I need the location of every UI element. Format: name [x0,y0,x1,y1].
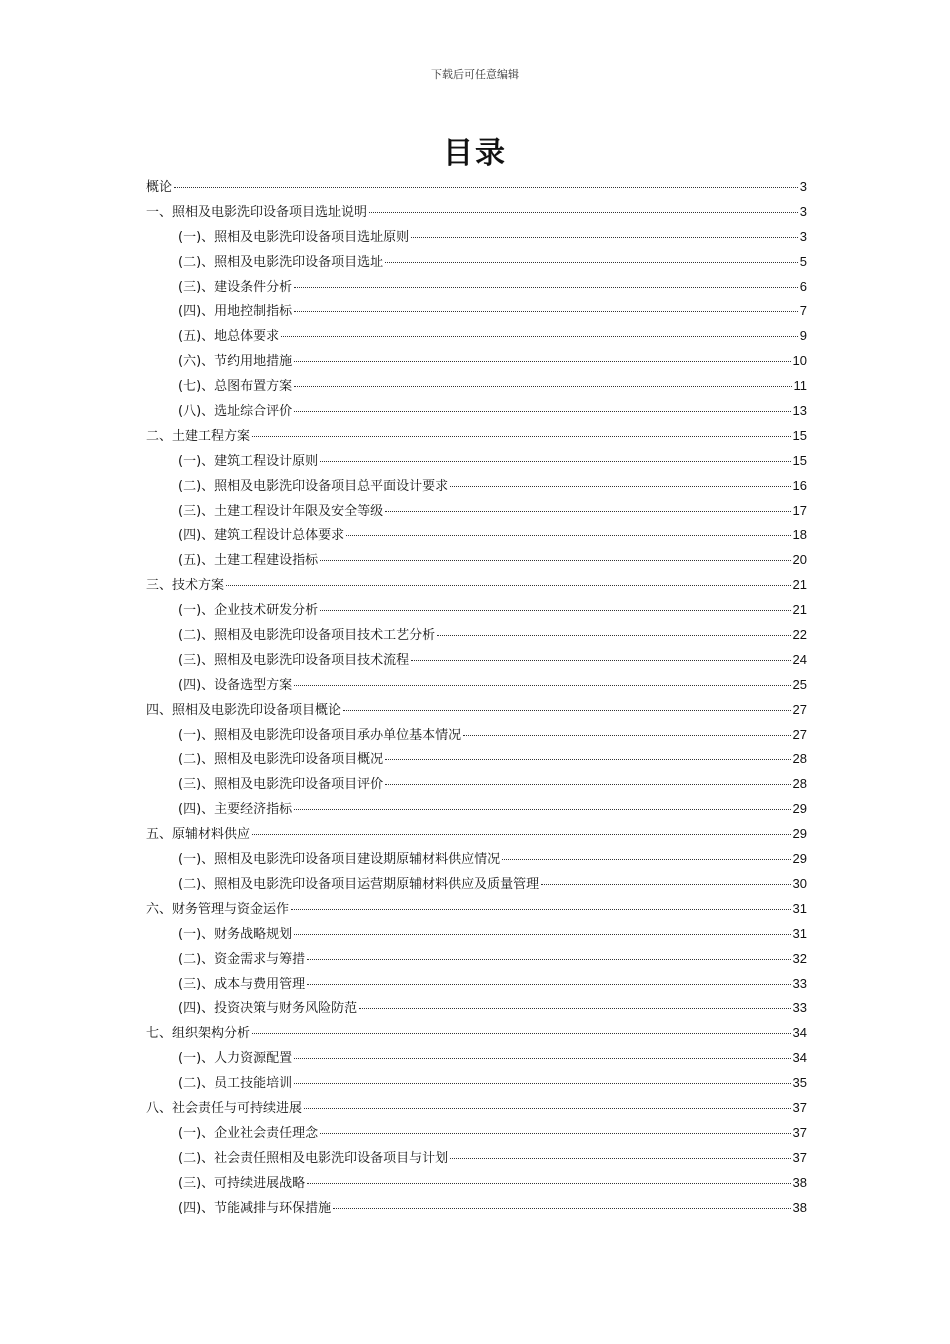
toc-entry-label: 概论 [146,180,173,195]
toc-dot-leader [333,1207,790,1209]
toc-entry-label: (三)、可持续进展战略 [178,1175,306,1191]
toc-dot-leader [294,410,790,412]
toc-entry-page-number: 34 [792,1050,807,1066]
toc-entry-label: (五)、土建工程建设指标 [178,553,319,569]
toc-entry[interactable] [146,474,807,499]
toc-entry-page-number: 35 [792,1075,807,1091]
toc-entry[interactable] [146,499,807,524]
toc-entry-page-number: 3 [799,203,807,219]
toc-entry-label: 七、组织架构分析 [146,1026,251,1042]
toc-entry-label: (四)、投资决策与财务风险防范 [178,1001,358,1017]
toc-entry[interactable] [146,523,807,548]
toc-entry-page-number: 10 [792,353,807,369]
toc-dot-leader [294,385,791,387]
toc-dot-leader [294,808,790,810]
toc-entry-page-number: 28 [792,776,807,792]
toc-entry[interactable] [146,797,807,822]
toc-entry-label: (一)、建筑工程设计原则 [178,453,319,469]
toc-entry-page-number: 37 [792,1149,807,1165]
toc-entry-page-number: 27 [792,701,807,717]
toc-entry-label: (六)、节约用地措施 [178,354,293,370]
toc-entry-label: (二)、照相及电影洗印设备项目总平面设计要求 [178,478,449,494]
toc-dot-leader [346,534,790,536]
toc-entry-label: (四)、主要经济指标 [178,802,293,818]
toc-entry-label: (二)、资金需求与筹措 [178,951,306,967]
toc-dot-leader [320,460,790,462]
toc-entry[interactable] [146,698,807,723]
header-note: 下载后可任意编辑 [431,68,519,81]
toc-entry-label: (四)、设备选型方案 [178,677,293,693]
toc-dot-leader [174,186,798,188]
toc-dot-leader [359,1007,790,1009]
toc-entry-label: (一)、照相及电影洗印设备项目选址原则 [178,229,410,245]
toc-entry[interactable] [146,250,807,275]
toc-entry-label: (二)、社会责任照相及电影洗印设备项目与计划 [178,1150,449,1166]
toc-dot-leader [252,1032,791,1034]
toc-entry-label: 六、财务管理与资金运作 [146,901,290,917]
toc-entry[interactable] [146,399,807,424]
toc-dot-leader [343,709,791,711]
toc-entry-label: (八)、选址综合评价 [178,404,293,420]
toc-entry-label: (一)、企业技术研发分析 [178,603,319,619]
toc-entry[interactable] [146,972,807,997]
toc-dot-leader [294,1082,790,1084]
toc-entry-page-number: 11 [793,378,807,394]
toc-entry[interactable] [146,1171,807,1196]
toc-entry-page-number: 15 [792,427,807,443]
toc-dot-leader [291,908,791,910]
toc-entry[interactable] [146,847,807,872]
toc-dot-leader [502,858,790,860]
toc-dot-leader [320,559,790,561]
toc-entry-label: 一、照相及电影洗印设备项目选址说明 [146,204,368,220]
toc-dot-leader [281,335,798,337]
toc-entry-page-number: 6 [799,278,807,294]
toc-entry[interactable] [146,922,807,947]
toc-entry-page-number: 20 [792,552,807,568]
toc-entry-page-number: 17 [792,502,807,518]
toc-entry-page-number: 37 [792,1124,807,1140]
toc-entry-page-number: 29 [792,826,807,842]
toc-dot-leader [304,1107,791,1109]
toc-entry-page-number: 3 [799,179,807,194]
toc-entry[interactable] [146,872,807,897]
toc-entry-page-number: 38 [792,1174,807,1190]
toc-entry-page-number: 9 [799,328,807,344]
toc-entry-label: 二、土建工程方案 [146,428,251,444]
toc-dot-leader [294,1057,790,1059]
toc-entry[interactable] [146,747,807,772]
toc-entry[interactable] [146,200,807,225]
toc-entry-page-number: 16 [792,477,807,493]
toc-entry[interactable] [146,225,807,250]
toc-entry-page-number: 7 [799,303,807,319]
toc-entry-page-number: 25 [792,676,807,692]
toc-entry-label: (四)、用地控制指标 [178,304,293,320]
page-title: 目录 [443,136,507,171]
toc-entry-page-number: 21 [792,602,807,618]
toc-entry[interactable] [146,324,807,349]
toc-entry[interactable] [146,424,807,449]
toc-dot-leader [385,758,790,760]
toc-entry-page-number: 31 [792,925,807,941]
toc-dot-leader [294,360,790,362]
toc-entry[interactable] [146,1071,807,1096]
toc-entry-page-number: 33 [792,1000,807,1016]
toc-entry-label: (一)、企业社会责任理念 [178,1125,319,1141]
toc-dot-leader [252,435,791,437]
toc-entry-label: (二)、照相及电影洗印设备项目选址 [178,254,384,270]
toc-entry-page-number: 38 [792,1199,807,1215]
toc-entry-label: (三)、成本与费用管理 [178,976,306,992]
toc-entry-label: 五、原辅材料供应 [146,827,251,843]
toc-entry-label: (一)、照相及电影洗印设备项目承办单位基本情况 [178,727,462,743]
toc-dot-leader [307,958,790,960]
toc-entry-page-number: 29 [792,801,807,817]
toc-dot-leader [385,261,798,263]
toc-entry-page-number: 27 [792,726,807,742]
toc-entry-page-number: 24 [792,651,807,667]
toc-entry-label: (三)、土建工程设计年限及安全等级 [178,503,384,519]
toc-entry-label: (二)、员工技能培训 [178,1076,293,1092]
toc-entry[interactable] [146,822,807,847]
toc-entry-page-number: 21 [792,577,807,593]
toc-dot-leader [450,1157,790,1159]
toc-entry[interactable] [146,772,807,797]
toc-dot-leader [294,310,798,312]
toc-entry[interactable] [146,1146,807,1171]
toc-entry-label: (三)、建设条件分析 [178,279,293,295]
toc-entry[interactable] [146,1021,807,1046]
toc-entry-page-number: 13 [792,403,807,419]
toc-entry[interactable] [146,1121,807,1146]
toc-dot-leader [320,609,790,611]
toc-dot-leader [450,485,790,487]
toc-entry[interactable] [146,723,807,748]
toc-entry[interactable] [146,548,807,573]
toc-entry-page-number: 5 [799,253,807,269]
toc-entry-label: (四)、建筑工程设计总体要求 [178,528,345,544]
toc-entry-label: (三)、照相及电影洗印设备项目技术流程 [178,652,410,668]
toc-dot-leader [369,211,798,213]
toc-entry-label: (四)、节能减排与环保措施 [178,1200,332,1216]
toc-entry-label: (一)、照相及电影洗印设备项目建设期原辅材料供应情况 [178,852,501,868]
toc-entry-page-number: 30 [792,875,807,891]
toc-dot-leader [385,783,790,785]
toc-entry-label: (五)、地总体要求 [178,329,280,345]
toc-entry-label: (二)、照相及电影洗印设备项目技术工艺分析 [178,628,436,644]
toc-entry[interactable] [146,648,807,673]
toc-entry-page-number: 31 [792,900,807,916]
toc-entry-label: 三、技术方案 [146,578,225,594]
toc-entry-page-number: 33 [792,975,807,991]
toc-entry-label: (三)、照相及电影洗印设备项目评价 [178,777,384,793]
toc-entry-page-number: 32 [792,950,807,966]
toc-dot-leader [294,286,798,288]
toc-entry[interactable] [146,175,807,200]
toc-entry-label: (二)、照相及电影洗印设备项目概况 [178,752,384,768]
table-of-contents [146,175,807,1220]
toc-dot-leader [307,983,790,985]
toc-entry-label: (七)、总图布置方案 [178,379,293,395]
toc-entry[interactable] [146,374,807,399]
toc-entry-page-number: 29 [792,851,807,867]
toc-entry[interactable] [146,1046,807,1071]
toc-dot-leader [226,584,791,586]
toc-entry-page-number: 28 [792,751,807,767]
toc-entry[interactable] [146,349,807,374]
toc-entry[interactable] [146,1196,807,1221]
toc-dot-leader [463,734,790,736]
toc-dot-leader [294,684,790,686]
toc-entry[interactable] [146,623,807,648]
toc-entry[interactable] [146,673,807,698]
toc-dot-leader [437,634,790,636]
toc-dot-leader [294,933,790,935]
toc-entry-label: 四、照相及电影洗印设备项目概论 [146,702,342,718]
toc-dot-leader [385,510,790,512]
toc-dot-leader [411,659,790,661]
toc-entry-page-number: 3 [799,228,807,244]
toc-entry-label: 八、社会责任与可持续进展 [146,1100,303,1116]
toc-entry-label: (一)、财务战略规划 [178,926,293,942]
toc-entry[interactable] [146,299,807,324]
toc-entry-page-number: 18 [792,527,807,543]
toc-entry[interactable] [146,897,807,922]
toc-dot-leader [320,1132,790,1134]
toc-dot-leader [411,236,798,238]
toc-dot-leader [252,833,791,835]
toc-entry-page-number: 15 [792,452,807,468]
toc-entry[interactable] [146,598,807,623]
toc-entry[interactable] [146,573,807,598]
toc-entry[interactable] [146,947,807,972]
toc-dot-leader [541,883,790,885]
toc-entry-page-number: 37 [792,1099,807,1115]
toc-dot-leader [307,1182,790,1184]
toc-entry[interactable] [146,996,807,1021]
toc-entry[interactable] [146,1096,807,1121]
toc-entry[interactable] [146,449,807,474]
toc-entry-label: (二)、照相及电影洗印设备项目运营期原辅材料供应及质量管理 [178,876,540,892]
toc-entry-page-number: 22 [792,627,807,643]
toc-entry-page-number: 34 [792,1025,807,1041]
toc-entry[interactable] [146,275,807,300]
toc-entry-label: (一)、人力资源配置 [178,1051,293,1067]
